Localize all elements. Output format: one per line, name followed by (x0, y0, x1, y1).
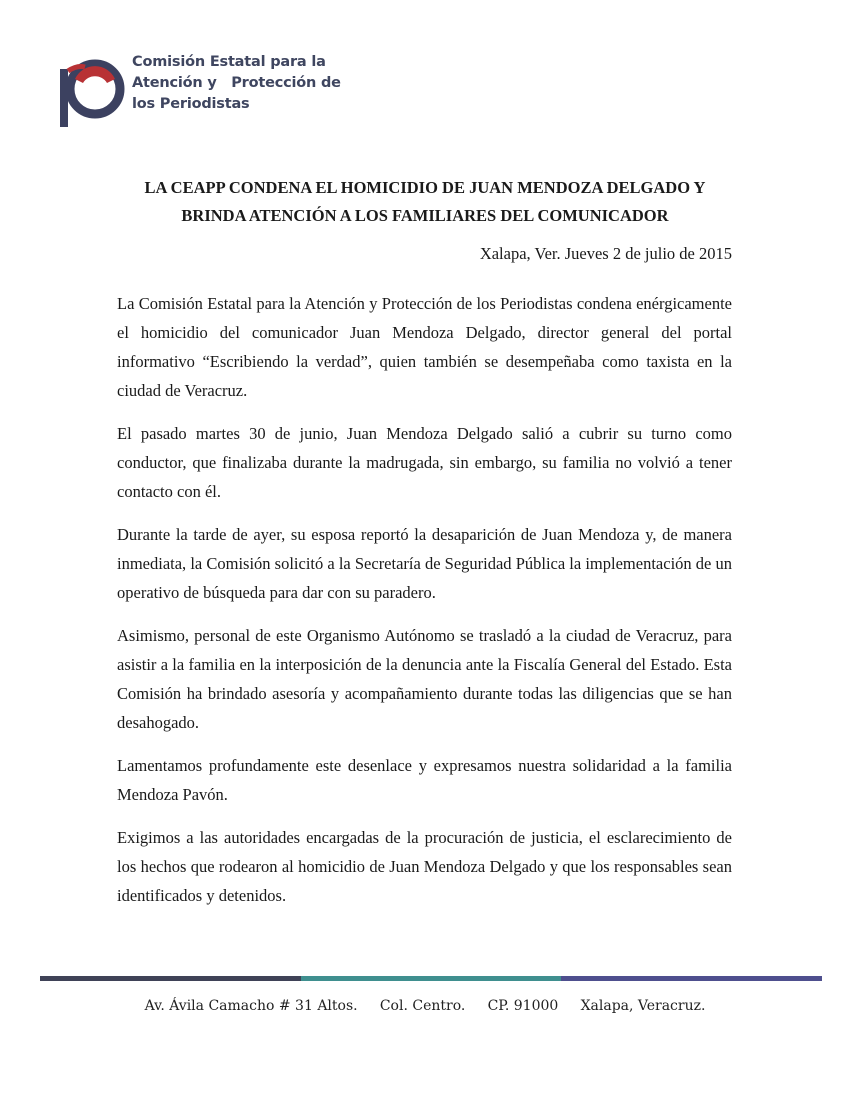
footer-divider-segment (301, 976, 562, 981)
footer-divider-segment (561, 976, 822, 981)
footer-divider-segment (40, 976, 301, 981)
logo-text-line: Atención y Protección de (132, 75, 341, 91)
body-paragraph: La Comisión Estatal para la Atención y Protección de los Periodistas condena enérgicamente el homicidio del comunicador Juan Mendoza Delgado, director general del portal informativo “Escribiendo la verdad”, quien también se desempeñaba como taxista en la ciudad de Veracruz. (117, 294, 732, 400)
footer-divider (40, 976, 822, 981)
body-paragraph: Durante la tarde de ayer, su esposa reportó la desaparición de Juan Mendoza y, de manera inmediata, la Comisión solicitó a la Secretaría de Seguridad Pública la implementación de un operativo de búsqueda para dar con su paradero. (117, 525, 732, 602)
title-line: BRINDA ATENCIÓN A LOS FAMILIARES DEL COMUNICADOR (181, 206, 669, 225)
logo-text-line: los Periodistas (132, 96, 250, 112)
dateline: Xalapa, Ver. Jueves 2 de julio de 2015 (479, 244, 732, 263)
body-paragraph: Exigimos a las autoridades encargadas de la procuración de justicia, el esclarecimiento de los hechos que rodearon al homicidio de Juan Mendoza Delgado y que los responsables sean identificados y detenidos. (117, 828, 732, 905)
body-paragraph: Lamentamos profundamente este desenlace y expresamos nuestra solidaridad a la familia Mendoza Pavón. (117, 756, 732, 804)
footer-address: Av. Ávila Camacho # 31 Altos. Col. Centro. CP. 91000 Xalapa, Veracruz. (144, 998, 706, 1014)
logo-text-line: Comisión Estatal para la (132, 54, 326, 70)
title-line: LA CEAPP CONDENA EL HOMICIDIO DE JUAN MENDOZA DELGADO Y (144, 178, 706, 197)
ceapp-emblem-icon (55, 57, 129, 129)
organization-name (132, 52, 341, 115)
body-paragraph: Asimismo, personal de este Organismo Autónomo se trasladó a la ciudad de Veracruz, para asistir a la familia en la interposición de la denuncia ante la Fiscalía General del Estado. Esta Comisión ha brindado asesoría y acompañamiento durante todas las diligencias que se han desahogado. (117, 626, 732, 732)
organization-logo (55, 52, 345, 132)
press-release-title (100, 174, 750, 230)
body-paragraph: El pasado martes 30 de junio, Juan Mendoza Delgado salió a cubrir su turno como conductor, que finalizaba durante la madrugada, sin embargo, su familia no volvió a tener contacto con él. (117, 424, 732, 501)
press-release-body (117, 289, 732, 924)
